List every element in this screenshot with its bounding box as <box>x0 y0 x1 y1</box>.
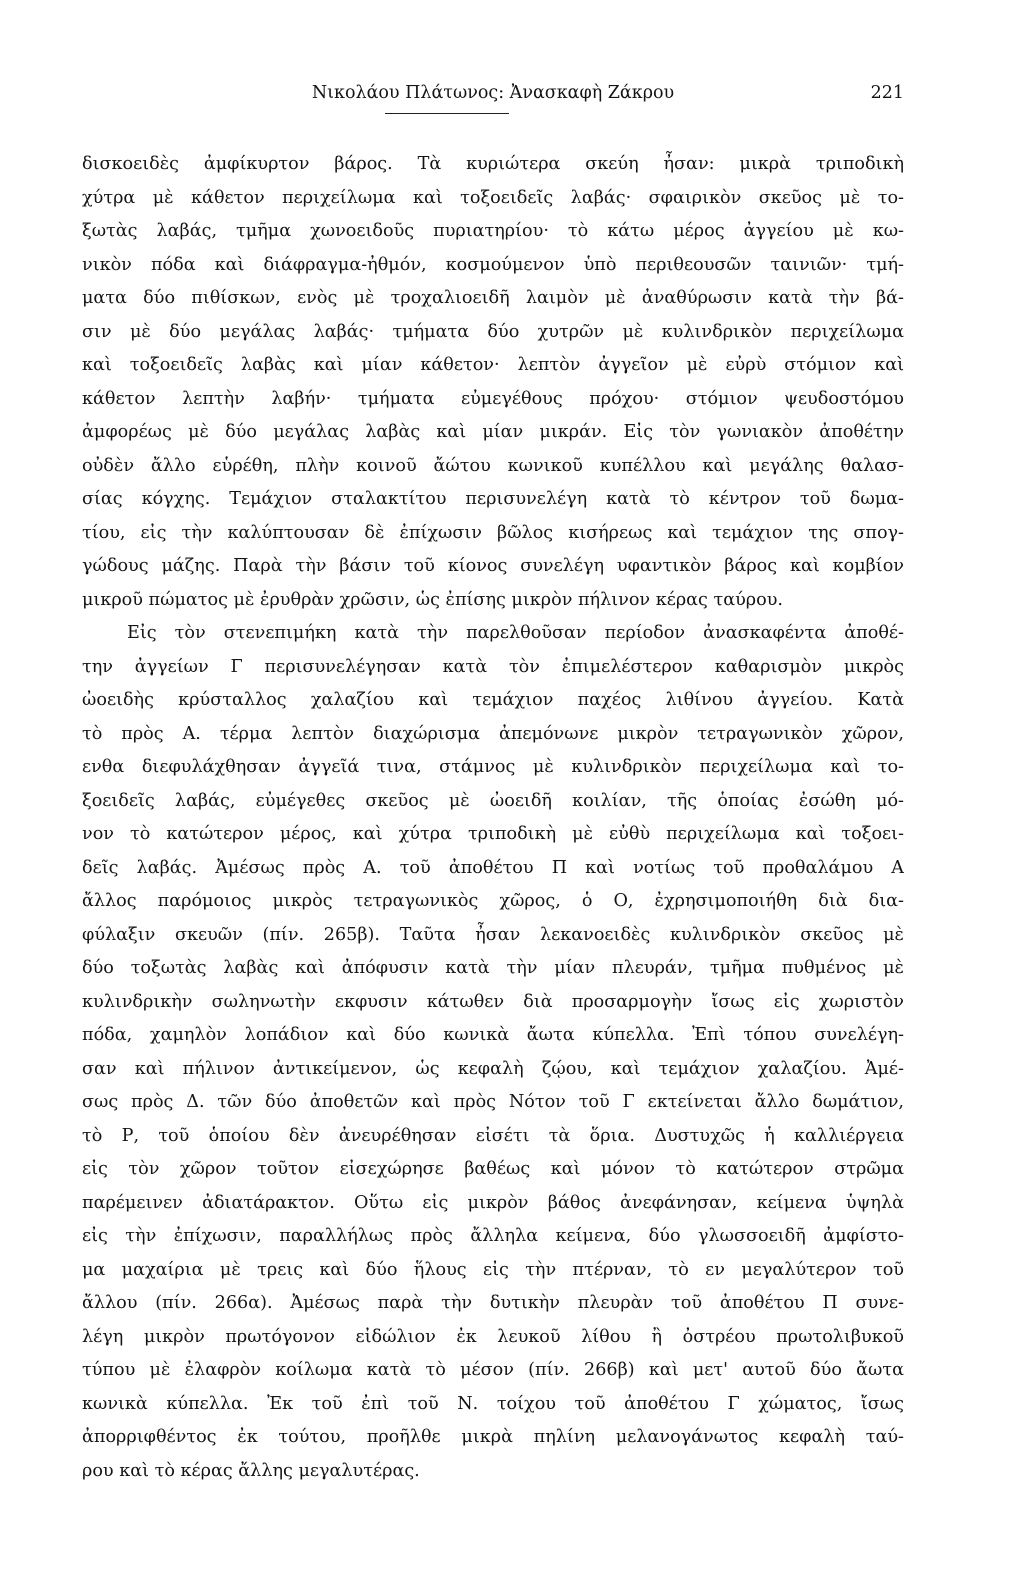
text-line: σαν καὶ πήλινον ἀντικείμενον, ὡς κεφαλὴ ζῴου, καὶ τεμάχιον χαλαζίου. Ἀμέ- <box>82 1058 904 1079</box>
text-line: μικροῦ πώματος μὲ ἐρυθρὰν χρῶσιν, ὡς ἐπίσης μικρὸν πήλινον κέρας ταύρου. <box>82 589 784 610</box>
text-line: παρέμεινεν ἀδιατάρακτον. Οὕτω εἰς μικρὸν βάθος ἀνεφάνησαν, κείμενα ὑψηλὰ <box>82 1192 904 1213</box>
text-line: εἰς τὸν χῶρον τοῦτον εἰσεχώρησε βαθέως καὶ μόνον τὸ κατώτερον στρῶμα <box>82 1159 904 1179</box>
text-line: ενθα διεφυλάχθησαν ἀγγεῖά τινα, στάμνος μὲ κυλινδρικὸν περιχείλωμα καὶ το- <box>82 757 904 777</box>
body-text <box>82 148 904 1488</box>
text-line: κάθετον λεπτὴν λαβήν· τμήματα εὐμεγέθους πρόχου· στόμιον ψευδοστόμου <box>82 388 904 409</box>
text-line: νον τὸ κατώτερον μέρος, καὶ χύτρα τριποδικὴ μὲ εὐθὺ περιχείλωμα καὶ τοξοει- <box>82 824 904 844</box>
text-line: ἀπορριφθέντος ἐκ τούτου, προῆλθε μικρὰ πηλίνη μελανογάνωτος κεφαλὴ ταύ- <box>82 1427 904 1447</box>
text-line: Εἰς τὸν στενεπιμήκη κατὰ τὴν παρελθοῦσαν περίοδον ἀνασκαφέντα ἀποθέ- <box>127 623 904 643</box>
text-line: χύτρα μὲ κάθετον περιχείλωμα καὶ τοξοειδεῖς λαβάς· σφαιρικὸν σκεῦος μὲ το- <box>82 187 904 208</box>
text-line: λέγη μικρὸν πρωτόγονον εἰδώλιον ἐκ λευκοῦ λίθου ἢ ὀστρέου πρωτολιβυκοῦ <box>82 1326 904 1347</box>
text-line: την ἀγγείων Γ περισυνελέγησαν κατὰ τὸν ἐπιμελέστερον καθαρισμὸν μικρὸς <box>82 656 904 677</box>
text-line: ρου καὶ τὸ κέρας ἄλλης μεγαλυτέρας. <box>82 1460 420 1481</box>
running-title: Νικολάου Πλάτωνος: Ἀνασκαφὴ Ζάκρου <box>311 83 675 103</box>
text-line: πόδα, χαμηλὸν λοπάδιον καὶ δύο κωνικὰ ἄωτα κύπελλα. Ἐπὶ τόπου συνελέγη- <box>82 1025 904 1045</box>
text-line: ξωτὰς λαβάς, τμῆμα χωνοειδοῦς πυριατηρίου· τὸ κάτω μέρος ἀγγείου μὲ κω- <box>82 221 904 241</box>
text-line: καὶ τοξοειδεῖς λαβὰς καὶ μίαν κάθετον· λεπτὸν ἀγγεῖον μὲ εὐρὺ στόμιον καὶ <box>82 355 904 375</box>
text-line: τὸ πρὸς Α. τέρμα λεπτὸν διαχώρισμα ἀπεμόνωνε μικρὸν τετραγωνικὸν χῶρον, <box>82 723 904 744</box>
text-line: κωνικὰ κύπελλα. Ἐκ τοῦ ἐπὶ τοῦ Ν. τοίχου τοῦ ἀποθέτου Γ χώματος, ἴσως <box>82 1393 904 1414</box>
text-line: τίου, εἰς τὴν καλύπτουσαν δὲ ἐπίχωσιν βῶλος κισήρεως καὶ τεμάχιον της σπογ- <box>82 522 904 543</box>
text-line: τὸ Ρ, τοῦ ὁποίου δὲν ἀνευρέθησαν εἰσέτι τὰ ὅρια. Δυστυχῶς ἡ καλλιέργεια <box>82 1125 904 1146</box>
text-line: νικὸν πόδα καὶ διάφραγμα-ἠθμόν, κοσμούμενον ὑπὸ περιθεουσῶν ταινιῶν· τμή- <box>82 254 904 275</box>
text-line: δισκοειδὲς ἀμφίκυρτον βάρος. Τὰ κυριώτερα σκεύη ἦσαν: μικρὰ τριποδικὴ <box>82 154 904 174</box>
text-line: τύπου μὲ ἐλαφρὸν κοίλωμα κατὰ τὸ μέσον (πίν. 266β) καὶ μετ' αυτοῦ δύο ἄωτα <box>82 1360 904 1380</box>
text-line: φύλαξιν σκευῶν (πίν. 265β). Ταῦτα ἦσαν λεκανοειδὲς κυλινδρικὸν σκεῦος μὲ <box>82 924 904 945</box>
text-line: ἄλλου (πίν. 266α). Ἀμέσως παρὰ τὴν δυτικὴν πλευρὰν τοῦ ἀποθέτου Π συνε- <box>82 1293 904 1313</box>
text-line: δεῖς λαβάς. Ἀμέσως πρὸς Α. τοῦ ἀποθέτου Π καὶ νοτίως τοῦ προθαλάμου Α <box>82 857 904 878</box>
text-line: μα μαχαίρια μὲ τρεις καὶ δύο ἥλους εἰς τὴν πτέρναν, τὸ εν μεγαλύτερον τοῦ <box>82 1259 904 1280</box>
text-line: γώδους μάζης. Παρὰ τὴν βάσιν τοῦ κίονος συνελέγη υφαντικὸν βάρος καὶ κομβίον <box>82 556 904 576</box>
text-line: ἄλλος παρόμοιος μικρὸς τετραγωνικὸς χῶρος, ὁ Ο, ἐχρησιμοποιήθη διὰ δια- <box>82 891 904 911</box>
text-line: ὠοειδὴς κρύσταλλος χαλαζίου καὶ τεμάχιον παχέος λιθίνου ἀγγείου. Κατὰ <box>82 690 904 710</box>
page-number: 221 <box>870 83 904 103</box>
text-line: σιν μὲ δύο μεγάλας λαβάς· τμήματα δύο χυτρῶν μὲ κυλινδρικὸν περιχείλωμα <box>82 321 904 342</box>
text-line: δύο τοξωτὰς λαβὰς καὶ ἀπόφυσιν κατὰ τὴν μίαν πλευράν, τμῆμα πυθμένος μὲ <box>82 958 904 978</box>
text-line: κυλινδρικὴν σωληνωτὴν εκφυσιν κάτωθεν διὰ προσαρμογὴν ἴσως εἰς χωριστὸν <box>82 991 904 1012</box>
text-line: ξοειδεῖς λαβάς, εὐμέγεθες σκεῦος μὲ ὠοειδῆ κοιλίαν, τῆς ὁποίας ἐσώθη μό- <box>82 790 904 811</box>
text-line: σίας κόγχης. Τεμάχιον σταλακτίτου περισυνελέγη κατὰ τὸ κέντρον τοῦ δωμα- <box>82 489 904 509</box>
header-rule <box>385 113 509 114</box>
text-line: οὐδὲν ἄλλο εὑρέθη, πλὴν κοινοῦ ἄώτου κωνικοῦ κυπέλλου καὶ μεγάλης θαλασ- <box>82 455 904 476</box>
text-line: ματα δύο πιθίσκων, ενὸς μὲ τροχαλιοειδῆ λαιμὸν μὲ ἀναθύρωσιν κατὰ τὴν βά- <box>82 288 904 308</box>
text-line: σως πρὸς Δ. τῶν δύο ἀποθετῶν καὶ πρὸς Νότον τοῦ Γ εκτείνεται ἄλλο δωμάτιον, <box>82 1092 904 1112</box>
text-line: εἰς τὴν ἐπίχωσιν, παραλλήλως πρὸς ἄλληλα κείμενα, δύο γλωσσοειδῆ ἀμφίστο- <box>82 1226 904 1246</box>
page-header <box>82 79 904 107</box>
text-line: ἀμφορέως μὲ δύο μεγάλας λαβὰς καὶ μίαν μικράν. Εἰς τὸν γωνιακὸν ἀποθέτην <box>82 422 904 442</box>
